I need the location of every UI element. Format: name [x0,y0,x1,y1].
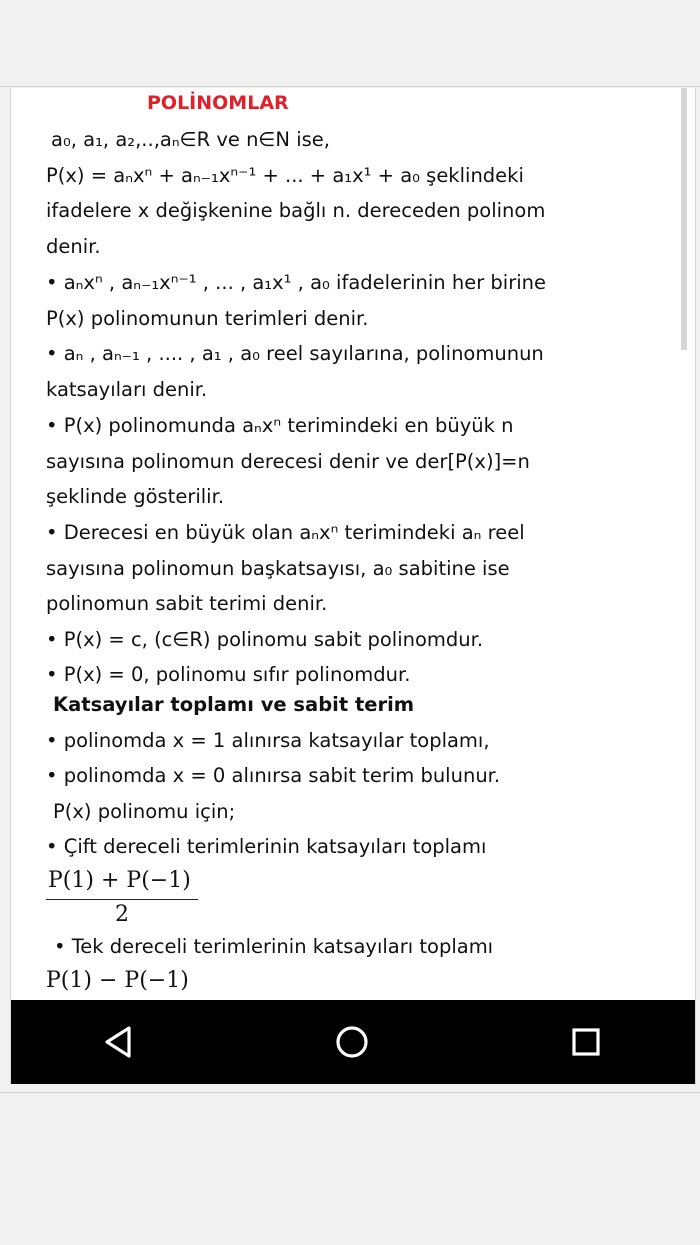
system-navigation-bar [11,1000,695,1084]
text-line: ifadelere x değişkenine bağlı n. dereceden polinom [46,199,546,222]
document-frame [10,88,696,1084]
text-line: P(x) polinomu için; [53,800,236,823]
recents-button[interactable] [568,1024,604,1060]
fraction-bar [46,899,198,900]
text-line: • P(x) = 0, polinomu sıfır polinomdur. [46,663,411,686]
text-line: • P(x) polinomunda aₙxⁿ terimindeki en büyük n [46,414,514,437]
back-button[interactable] [101,1024,137,1060]
text-line: • Derecesi en büyük olan aₙxⁿ terimindeki aₙ reel [46,521,525,544]
text-line: katsayıları denir. [46,378,208,401]
text-line: şeklinde gösterilir. [46,485,225,508]
top-blank-bar [0,0,700,87]
bottom-blank-area [0,1092,700,1245]
formula-odd-numerator: P(1) − P(−1) [46,968,189,993]
scrollbar-track[interactable] [681,88,687,1000]
text-line: denir. [46,235,101,258]
text-line: sayısına polinomun başkatsayısı, a₀ sabitine ise [46,557,510,580]
document-content[interactable] [11,88,687,1000]
text-line: • polinomda x = 0 alınırsa sabit terim bulunur. [46,764,501,787]
home-circle-icon [334,1024,370,1060]
text-line: • aₙxⁿ , aₙ₋₁xⁿ⁻¹ , ... , a₁x¹ , a₀ ifadelerinin her birine [46,271,546,294]
section-heading: Katsayılar toplamı ve sabit terim [53,693,415,716]
text-line: • aₙ , aₙ₋₁ , .... , a₁ , a₀ reel sayılarına, polinomunun [46,342,544,365]
text-line: • Tek dereceli terimlerinin katsayıları toplamı [54,935,494,958]
text-line: • P(x) = c, (c∈R) polinomu sabit polinomdur. [46,628,484,651]
fraction-numerator: P(1) + P(−1) [48,868,191,893]
fraction-even-coefficients [46,868,198,927]
scrollbar-thumb[interactable] [681,88,687,350]
text-line: sayısına polinomun derecesi denir ve der[P(x)]=n [46,450,530,473]
fraction-denominator: 2 [115,902,129,927]
text-line: polinomun sabit terimi denir. [46,592,328,615]
recents-square-icon [568,1024,604,1060]
page-title: POLİNOMLAR [147,92,289,114]
text-line: • Çift dereceli terimlerinin katsayıları toplamı [46,835,487,858]
back-triangle-icon [101,1024,137,1060]
text-line: • polinomda x = 1 alınırsa katsayılar toplamı, [46,729,490,752]
text-line: P(x) polinomunun terimleri denir. [46,307,369,330]
text-line: a₀, a₁, a₂,..,aₙ∈R ve n∈N ise, [51,128,330,151]
home-button[interactable] [334,1024,370,1060]
text-line: P(x) = aₙxⁿ + aₙ₋₁xⁿ⁻¹ + ... + a₁x¹ + a₀ şeklindeki [46,164,524,187]
